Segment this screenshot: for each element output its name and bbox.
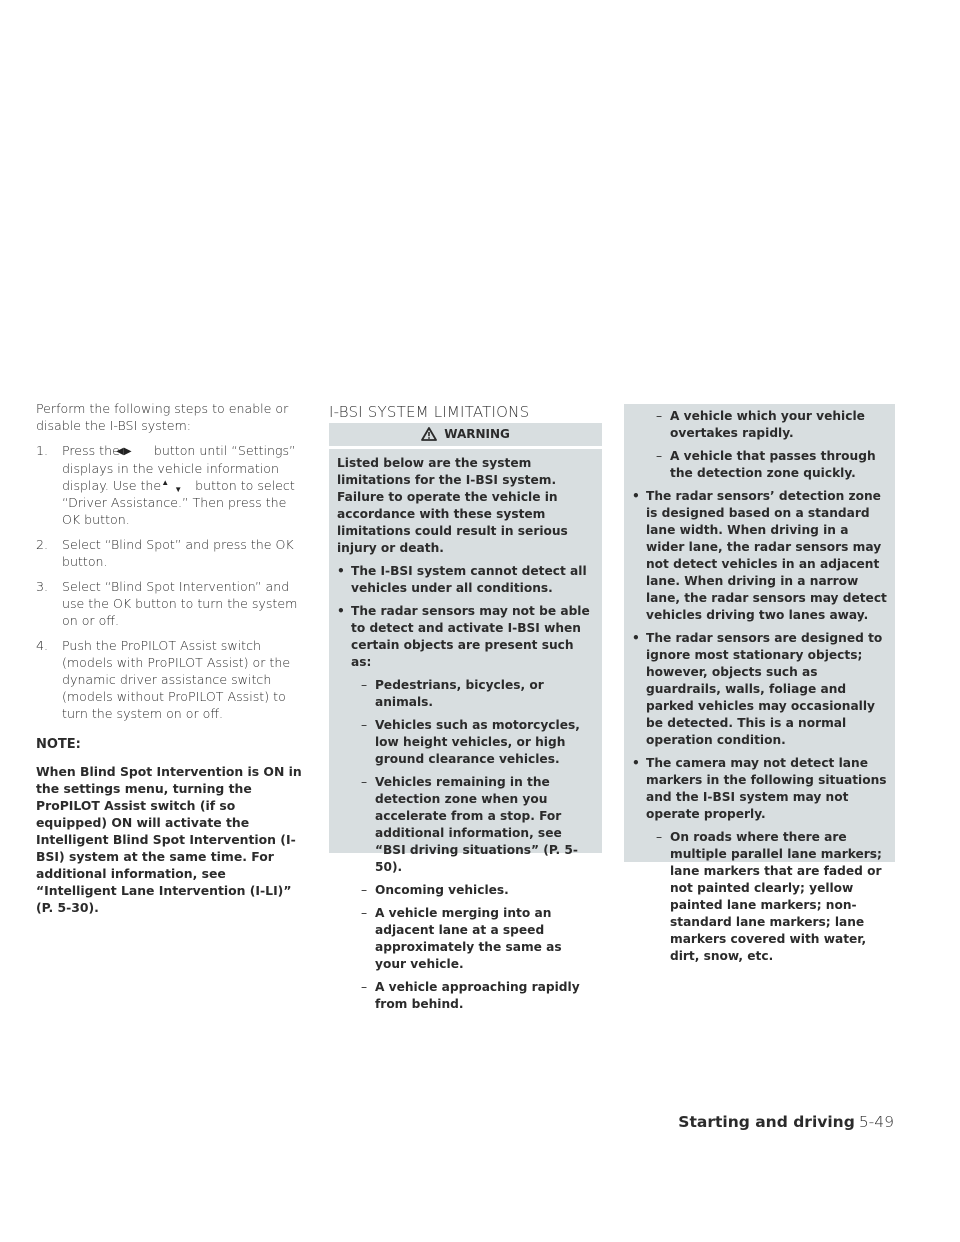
sub-item-text: A vehicle which your vehicle overtakes rapidly. [670,409,865,440]
step-number: 1. [36,443,49,458]
note-body: When Blind Spot Intervention is ON in the settings menu, turning the ProPILOT Assist switch (if so equipped) ON will activate the Intelligent Blind Spot Intervention (I-BSI) system at the same time. For additional information, see “Intelligent Lane Intervention (I-LI)” (P. 5-30). [36,764,302,915]
sub-item-text: A vehicle approaching rapidly from behind. [375,980,580,1011]
bullet-text: The radar sensors are designed to ignore most stationary objects; however, objects such as guardrails, walls, foliage and parked vehicles may occasionally be detected. This is a normal operation condition. [646,631,883,747]
warning-bullet [632,755,889,823]
bullet-text: The radar sensors’ detection zone is designed based on a standard lane width. When driving in a wider lane, the radar sensors may not detect vehicles in an adjacent lane. When driving in a narrow lane, the radar sensors may detect vehicles driving two lanes away. [646,489,887,622]
intro-text: Perform the following steps to enable or disable the I-BSI system: [36,401,289,433]
step-number: 4. [36,638,49,653]
warning-label: WARNING [444,427,510,441]
warning-sub-item [337,882,596,899]
step-number: 3. [36,579,49,594]
note-title: NOTE: [36,737,81,752]
warning-sub-item [337,979,596,1013]
warning-sub-item [337,905,596,973]
bullet-text: The radar sensors may not be able to detect and activate I-BSI when certain objects are present such as: [351,604,590,669]
step-text: Push the ProPILOT Assist switch (models with ProPILOT Assist) or the dynamic driver assistance switch (models without ProPILOT Assist) to turn the system on or off. [62,638,291,721]
step-2 [36,536,308,570]
step-1 [36,442,308,528]
step-text: Select “Blind Spot” and press the OK button. [62,537,294,569]
bullet-dot: • [632,489,640,503]
bullet-dot: • [632,631,640,645]
section-title: I-BSI SYSTEM LIMITATIONS [329,403,530,421]
dash-mark: – [361,980,368,994]
dash-mark: – [656,830,663,844]
sub-item-text: Oncoming vehicles. [375,883,509,897]
step-text: Select “Blind Spot Intervention” and use the OK button to turn the system on or off. [62,579,298,628]
warning-bullet [337,563,596,597]
page-footer [678,1113,894,1131]
warning-box [329,423,602,1011]
dash-mark: – [361,883,368,897]
warning-sub-item [632,829,889,965]
dash-mark: – [361,678,368,692]
step-text: button to select “Driver Assistance.” Then press the OK button. [62,478,295,527]
warning-bullet [337,603,596,671]
step-text: button until “Settings” displays in the vehicle information display. Use the [62,443,296,493]
warning-sub-item [337,717,596,768]
sub-item-text: Pedestrians, bicycles, or animals. [375,678,544,709]
step-4 [36,637,308,722]
step-number: 2. [36,537,49,552]
sub-item-text: On roads where there are multiple parallel lane markers; lane markers that are faded or not painted clearly; yellow painted lane markers; non-standard lane markers; lane markers covered with water, dirt, snow, etc. [670,830,882,963]
up-down-arrows-icon: ▲ ▼ [161,478,183,494]
bullet-dot: • [337,604,345,618]
page-number: 5-49 [858,1113,894,1131]
dash-mark: – [361,775,368,789]
warning-sub-item [337,677,596,711]
footer-section-name: Starting and driving [678,1113,855,1131]
bullet-text: The I-BSI system cannot detect all vehicles under all conditions. [351,564,587,595]
dash-mark: – [361,718,368,732]
sub-item-text: Vehicles remaining in the detection zone when you accelerate from a stop. For additional information, see “BSI driving situations” (P. 5-50). [375,775,578,874]
warning-intro: Listed below are the system limitations for the I-BSI system. Failure to operate the vehicle in accordance with these system limitations could result in serious injury or death. [337,456,568,555]
bullet-dot: • [337,564,345,578]
warning-header [329,423,602,449]
warning-sub-item [337,774,596,876]
left-right-arrows-icon: ◀▶ [116,446,132,457]
bullet-text: The camera may not detect lane markers in the following situations and the I-BSI system may not operate properly. [646,756,887,821]
step-3 [36,578,308,629]
warning-bullet [632,488,889,624]
warning-sub-item [632,448,889,482]
step-text: Press the [62,443,120,458]
warning-bullet [632,630,889,749]
warning-triangle-icon [421,427,444,441]
sub-item-text: A vehicle that passes through the detection zone quickly. [670,449,876,480]
dash-mark: – [361,906,368,920]
warning-box-continued [624,404,895,963]
dash-mark: – [656,409,663,423]
bullet-dot: • [632,756,640,770]
left-column [36,400,308,916]
dash-mark: – [656,449,663,463]
sub-item-text: Vehicles such as motorcycles, low height vehicles, or high ground clearance vehicles. [375,718,580,766]
warning-sub-item [632,408,889,442]
sub-item-text: A vehicle merging into an adjacent lane at a speed approximately the same as your vehicle. [375,906,562,971]
